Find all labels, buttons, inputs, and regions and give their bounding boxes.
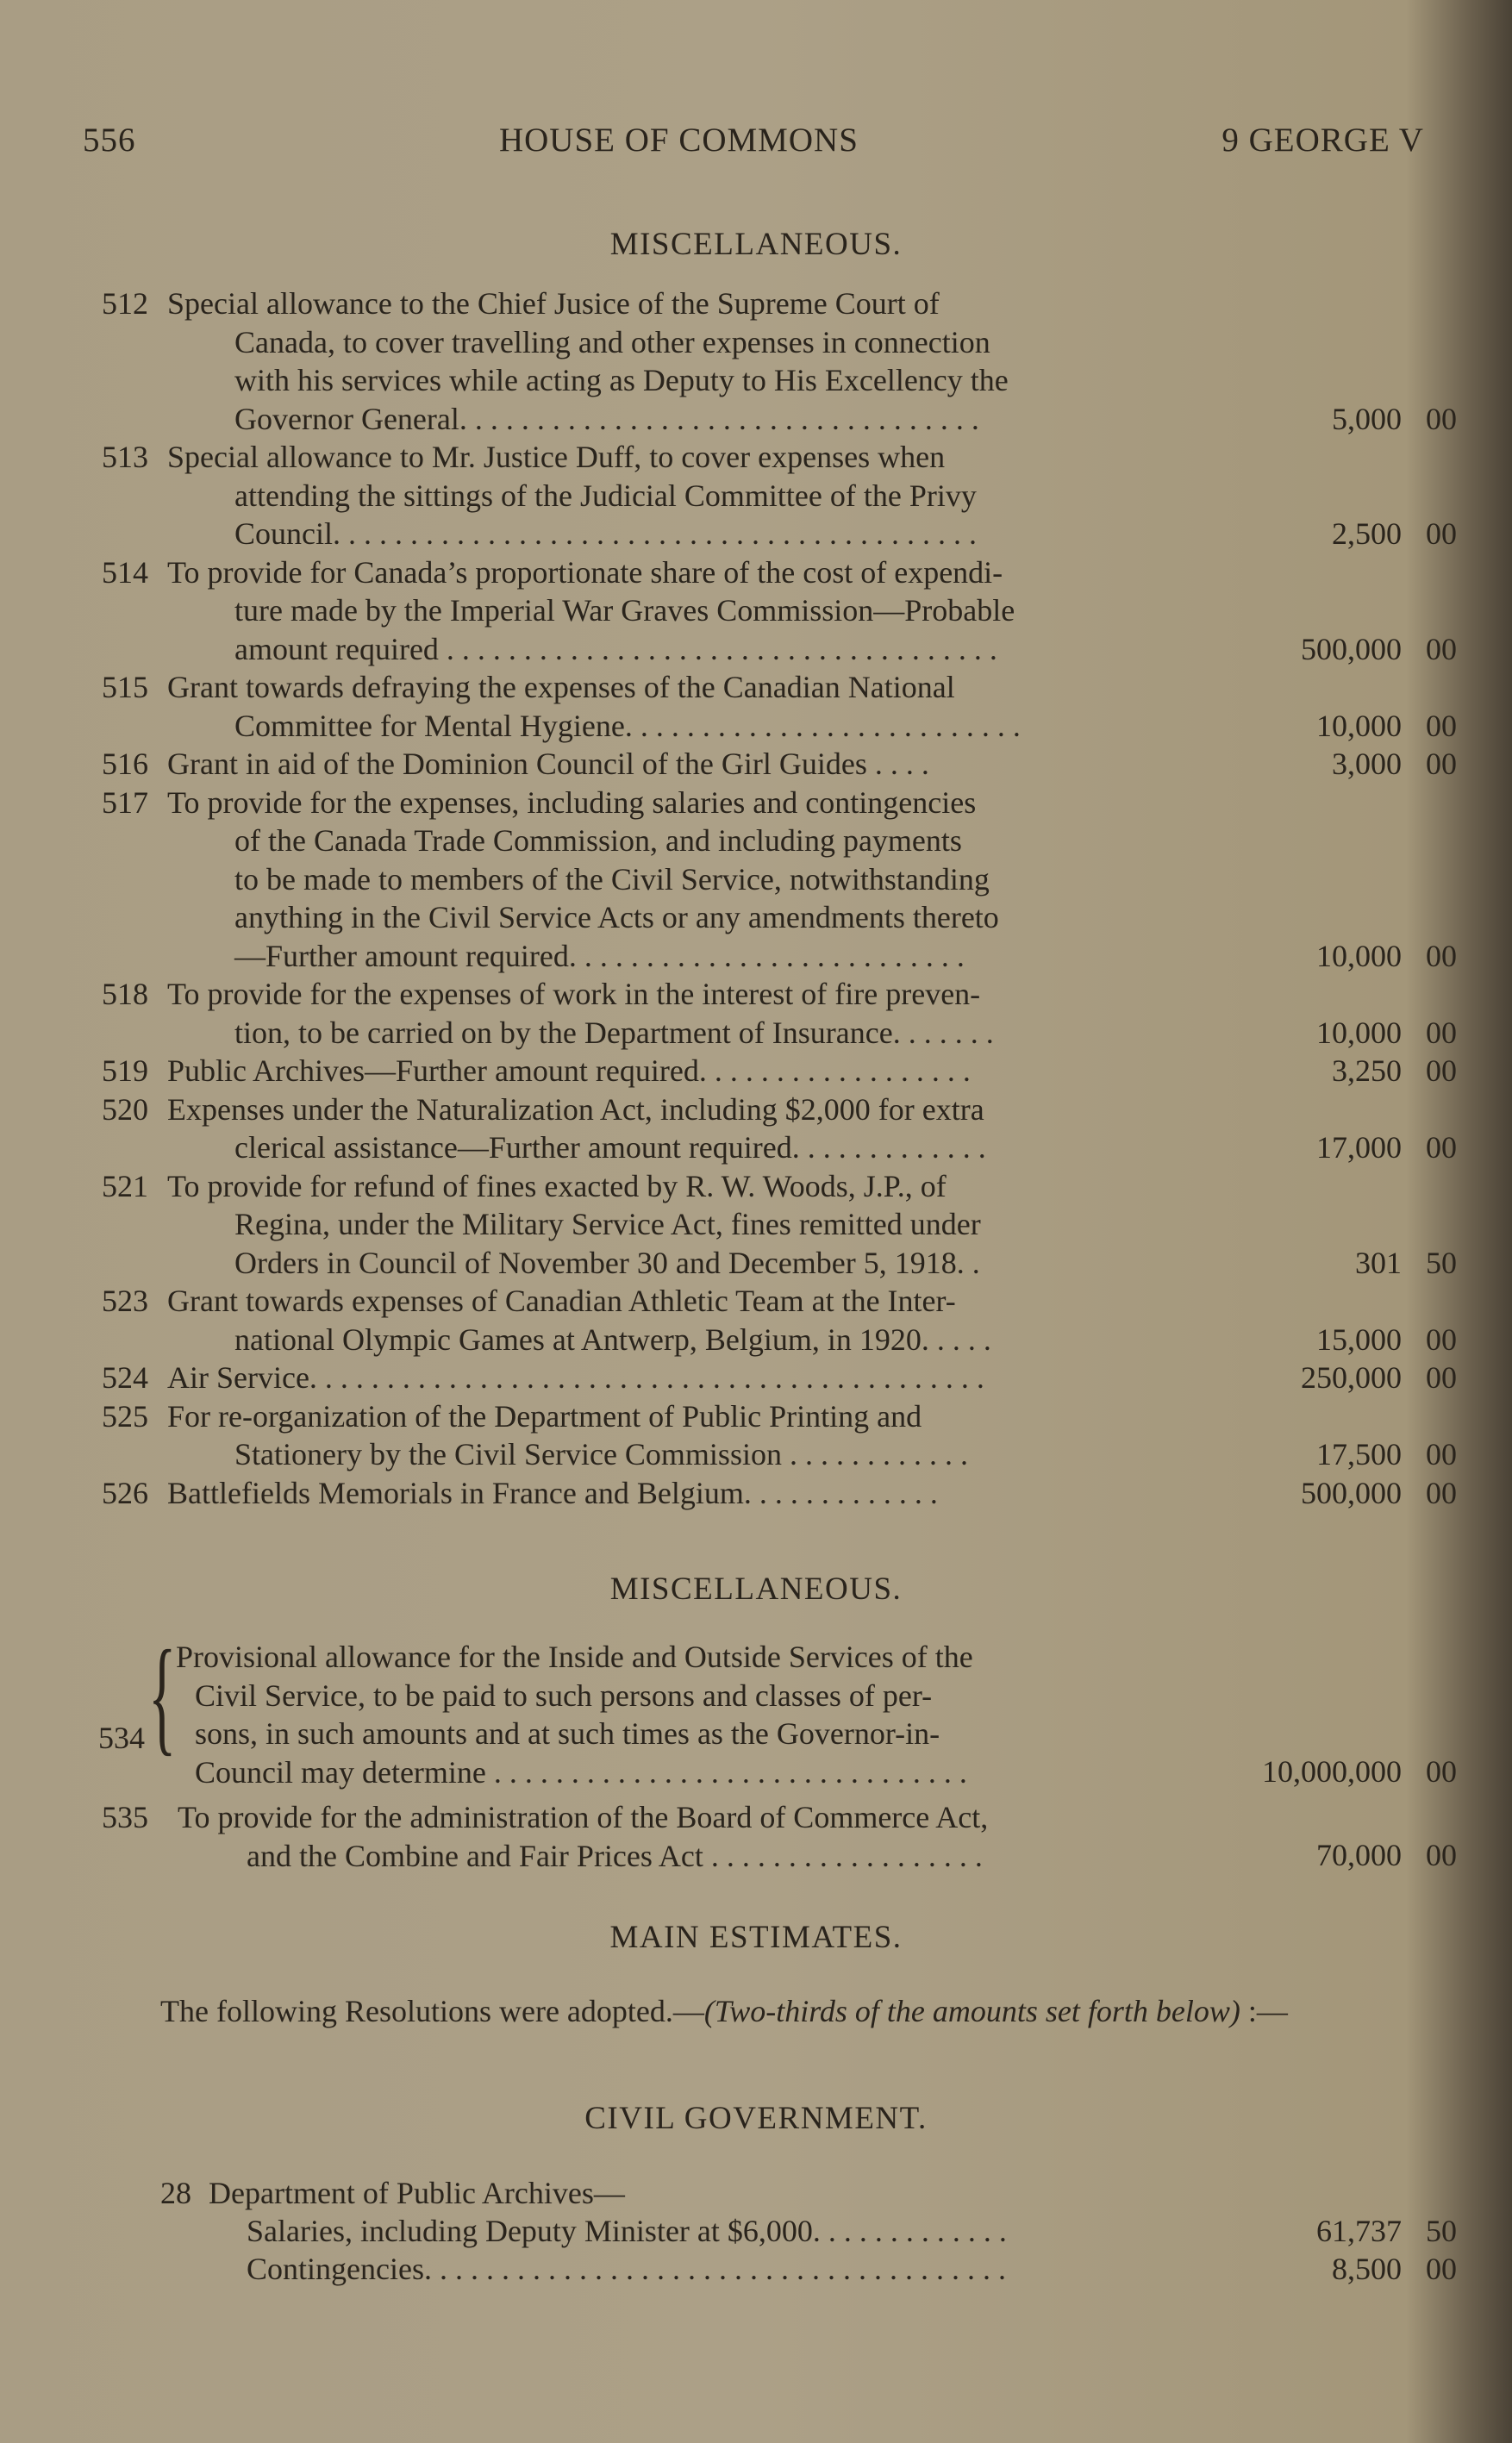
amount-cents: 00 — [1426, 516, 1457, 551]
item-description — [167, 668, 1322, 745]
amount-cents: 00 — [1426, 631, 1457, 666]
item-description — [167, 1052, 1322, 1090]
item-line: clerical assistance—Further amount required. . . . . . . . . . . . . — [234, 1130, 986, 1165]
item-row-contingencies: Contingencies. . . . . . . . . . . . . . . . . . . . . . . . . . . . . . . . . . . . . . — [247, 2252, 1006, 2286]
header-reign: 9 GEORGE V — [1221, 122, 1424, 159]
section-title-civil-government: CIVIL GOVERNMENT. — [584, 2101, 928, 2136]
item-number: 521 — [102, 1168, 148, 1203]
item-amount — [1233, 1435, 1457, 1474]
item-line: For re-organization of the Department of Public Printing and — [167, 1398, 922, 1434]
amount-dollars: 8,500 — [1332, 2252, 1402, 2286]
estimate-item-515 — [95, 668, 1457, 745]
amount-cents: 00 — [1426, 1437, 1457, 1471]
page-header — [83, 121, 1424, 159]
item-amount — [1233, 1014, 1457, 1053]
item-line: Special allowance to the Chief Jusice of the Supreme Court of — [167, 286, 940, 321]
amount-cents: 00 — [1426, 1360, 1457, 1395]
amount-dollars: 10,000 — [1316, 1015, 1402, 1050]
item-line: Orders in Council of November 30 and December 5, 1918. . — [234, 1245, 980, 1280]
estimate-item-513 — [95, 438, 1457, 553]
item-number: 519 — [102, 1053, 148, 1088]
item-line: Grant towards defraying the expenses of the Canadian National — [167, 670, 955, 704]
item-line: ture made by the Imperial War Graves Commission—Probable — [234, 593, 1015, 628]
item-number: 523 — [102, 1284, 148, 1318]
amount-dollars: 15,000 — [1316, 1321, 1402, 1357]
item-line: Battlefields Memorials in France and Belgium. . . . . . . . . . . . . — [167, 1475, 938, 1510]
estimate-item-534 — [95, 1624, 1457, 1793]
item-line: Council. . . . . . . . . . . . . . . . . . . . . . . . . . . . . . . . . . . . . . . . . . — [234, 516, 977, 551]
item-description — [178, 1798, 1333, 1875]
item-line: Air Service. . . . . . . . . . . . . . . . . . . . . . . . . . . . . . . . . . . . . . . . . . . . — [167, 1360, 984, 1395]
item-amount — [1233, 2212, 1457, 2251]
item-number: 515 — [102, 670, 148, 704]
item-description — [167, 284, 1322, 438]
item-line: Stationery by the Civil Service Commission . . . . . . . . . . . . — [234, 1437, 968, 1471]
item-description — [167, 745, 1322, 784]
brace-symbol: { — [148, 1624, 177, 1767]
amount-dollars: 500,000 — [1301, 631, 1402, 666]
section-title-main-estimates: MAIN ESTIMATES. — [609, 1920, 903, 1955]
section-title-miscellaneous: MISCELLANEOUS. — [609, 227, 903, 262]
amount-cents: 00 — [1426, 1321, 1457, 1357]
item-line: amount required . . . . . . . . . . . . . . . . . . . . . . . . . . . . . . . . . . . . — [234, 631, 997, 666]
item-line: Expenses under the Naturalization Act, including $2,000 for extra — [167, 1091, 984, 1127]
amount-dollars: 17,000 — [1316, 1130, 1402, 1165]
item-amount — [1233, 1753, 1457, 1791]
estimate-item-517 — [95, 784, 1457, 976]
amount-cents: 00 — [1426, 708, 1457, 743]
amount-dollars: 500,000 — [1301, 1475, 1402, 1510]
item-line: Grant towards expenses of Canadian Athletic Team at the Inter- — [167, 1284, 956, 1318]
item-amount — [1233, 1321, 1457, 1359]
item-line: and the Combine and Fair Prices Act . . . . . . . . . . . . . . . . . . — [247, 1838, 983, 1873]
section-title-miscellaneous-2: MISCELLANEOUS. — [609, 1571, 903, 1607]
estimate-item-512 — [95, 284, 1457, 438]
item-line: Public Archives—Further amount required. . . . . . . . . . . . . . . . . . — [167, 1053, 971, 1088]
item-line: to be made to members of the Civil Service, notwithstanding — [234, 861, 990, 897]
item-line: To provide for the administration of the Board of Commerce Act, — [178, 1800, 989, 1834]
item-number: 518 — [102, 977, 148, 1011]
item-number: 524 — [102, 1360, 148, 1395]
header-title: HOUSE OF COMMONS — [498, 122, 859, 159]
resolution-tail: :— — [1240, 1994, 1288, 2028]
item-amount — [1233, 1052, 1457, 1090]
item-line: with his services while acting as Deputy to His Excellency the — [234, 363, 1009, 397]
amount-cents: 00 — [1426, 401, 1457, 436]
item-line: tion, to be carried on by the Department of Insurance. . . . . . . — [234, 1015, 994, 1050]
item-amount — [1233, 515, 1457, 553]
amount-cents: 00 — [1426, 1838, 1457, 1872]
estimate-item-514 — [95, 553, 1457, 669]
item-line: To provide for the expenses, including salaries and contingencies — [167, 784, 977, 820]
item-amount — [1233, 630, 1457, 669]
resolution-paragraph — [93, 1991, 1438, 2031]
item-number: 512 — [102, 286, 148, 321]
amount-dollars: 5,000 — [1332, 401, 1402, 436]
item-line: sons, in such amounts and at such times as the Governor-in- — [195, 1716, 940, 1751]
item-description — [167, 553, 1322, 669]
amount-cents: 00 — [1426, 2252, 1457, 2286]
item-line: Canada, to cover travelling and other expenses in connection — [234, 324, 990, 359]
page-number: 556 — [83, 122, 136, 159]
item-line: Regina, under the Military Service Act, fines remitted under — [234, 1207, 981, 1241]
amount-cents: 50 — [1426, 2214, 1457, 2248]
estimate-item-520 — [95, 1090, 1457, 1167]
estimate-item-516 — [95, 745, 1457, 784]
resolution-italic: (Two-thirds of the amounts set forth below) — [703, 1994, 1240, 2028]
item-description — [167, 784, 1322, 976]
item-line: Council may determine . . . . . . . . . . . . . . . . . . . . . . . . . . . . . . . — [195, 1754, 967, 1790]
amount-dollars: 17,500 — [1316, 1437, 1402, 1471]
amount-dollars: 61,737 — [1316, 2214, 1402, 2248]
item-heading: Department of Public Archives— — [209, 2176, 625, 2210]
item-description — [176, 1638, 1331, 1791]
item-line: Provisional allowance for the Inside and Outside Services of the — [176, 1640, 973, 1674]
estimate-item-524 — [95, 1359, 1457, 1397]
item-line: Committee for Mental Hygiene. . . . . . . . . . . . . . . . . . . . . . . . . . — [234, 708, 1021, 743]
amount-cents: 00 — [1426, 1754, 1457, 1789]
item-amount — [1233, 745, 1457, 784]
estimate-item-523 — [95, 1282, 1457, 1359]
item-amount — [1233, 1836, 1457, 1875]
amount-dollars: 3,000 — [1332, 747, 1402, 781]
resolution-text: The following Resolutions were adopted.— — [160, 1994, 704, 2028]
item-description — [167, 1282, 1322, 1359]
estimate-item-525 — [95, 1397, 1457, 1474]
item-number: 516 — [102, 747, 148, 781]
amount-dollars: 3,250 — [1332, 1053, 1402, 1088]
amount-cents: 00 — [1426, 747, 1457, 781]
estimate-item-526 — [95, 1474, 1457, 1513]
estimate-item-519 — [95, 1052, 1457, 1090]
item-number: 514 — [102, 554, 148, 590]
amount-dollars: 70,000 — [1316, 1838, 1402, 1872]
item-amount — [1233, 400, 1457, 439]
estimate-item-28 — [95, 2174, 1457, 2295]
item-line: attending the sittings of the Judicial Committee of the Privy — [234, 478, 977, 513]
amount-cents: 00 — [1426, 1130, 1457, 1165]
item-number: 513 — [102, 440, 148, 474]
item-number: 535 — [102, 1800, 148, 1834]
item-amount — [1233, 2250, 1457, 2289]
item-description — [167, 1474, 1322, 1513]
amount-dollars: 10,000 — [1316, 708, 1402, 743]
item-amount — [1233, 1244, 1457, 1283]
amount-dollars: 10,000 — [1316, 938, 1402, 973]
amount-dollars: 301 — [1355, 1245, 1402, 1280]
item-line: Grant in aid of the Dominion Council of the Girl Guides . . . . — [167, 747, 929, 781]
estimate-item-535 — [95, 1798, 1457, 1876]
item-line: To provide for the expenses of work in the interest of fire preven- — [167, 977, 981, 1011]
item-description — [167, 1359, 1322, 1397]
item-amount — [1233, 1128, 1457, 1167]
item-description — [167, 438, 1322, 553]
item-amount — [1233, 707, 1457, 746]
item-line: —Further amount required. . . . . . . . . . . . . . . . . . . . . . . . . . — [234, 938, 965, 973]
item-line: Civil Service, to be paid to such persons and classes of per- — [195, 1678, 933, 1713]
amount-dollars: 10,000,000 — [1262, 1754, 1402, 1789]
item-amount — [1233, 1474, 1457, 1513]
item-line: Special allowance to Mr. Justice Duff, to cover expenses when — [167, 440, 946, 474]
item-number: 526 — [102, 1475, 148, 1510]
item-number: 534 — [98, 1721, 145, 1755]
item-description — [167, 1167, 1322, 1283]
item-line: To provide for refund of fines exacted by R. W. Woods, J.P., of — [167, 1168, 947, 1203]
item-number: 525 — [102, 1398, 148, 1434]
item-description — [167, 1090, 1322, 1167]
amount-dollars: 250,000 — [1301, 1360, 1402, 1395]
item-line: Governor General. . . . . . . . . . . . . . . . . . . . . . . . . . . . . . . . . . — [234, 401, 979, 436]
estimate-item-518 — [95, 975, 1457, 1052]
item-line: of the Canada Trade Commission, and including payments — [234, 823, 962, 858]
item-line: anything in the Civil Service Acts or any amendments thereto — [234, 900, 999, 934]
estimate-item-521 — [95, 1167, 1457, 1283]
item-amount — [1233, 937, 1457, 976]
amount-cents: 00 — [1426, 1475, 1457, 1510]
amount-cents: 00 — [1426, 1015, 1457, 1050]
item-amount — [1233, 1359, 1457, 1397]
amount-cents: 50 — [1426, 1245, 1457, 1280]
item-description — [167, 975, 1322, 1052]
item-line: To provide for Canada’s proportionate share of the cost of expendi- — [167, 554, 1003, 590]
item-description — [167, 1397, 1322, 1474]
item-number: 517 — [102, 784, 148, 820]
item-line: national Olympic Games at Antwerp, Belgium, in 1920. . . . . — [234, 1321, 991, 1357]
item-number: 520 — [102, 1091, 148, 1127]
amount-dollars: 2,500 — [1332, 516, 1402, 551]
amount-cents: 00 — [1426, 1053, 1457, 1088]
item-row-salaries: Salaries, including Deputy Minister at $6,000. . . . . . . . . . . . . — [247, 2214, 1007, 2248]
item-number: 28 — [160, 2176, 191, 2210]
amount-cents: 00 — [1426, 938, 1457, 973]
